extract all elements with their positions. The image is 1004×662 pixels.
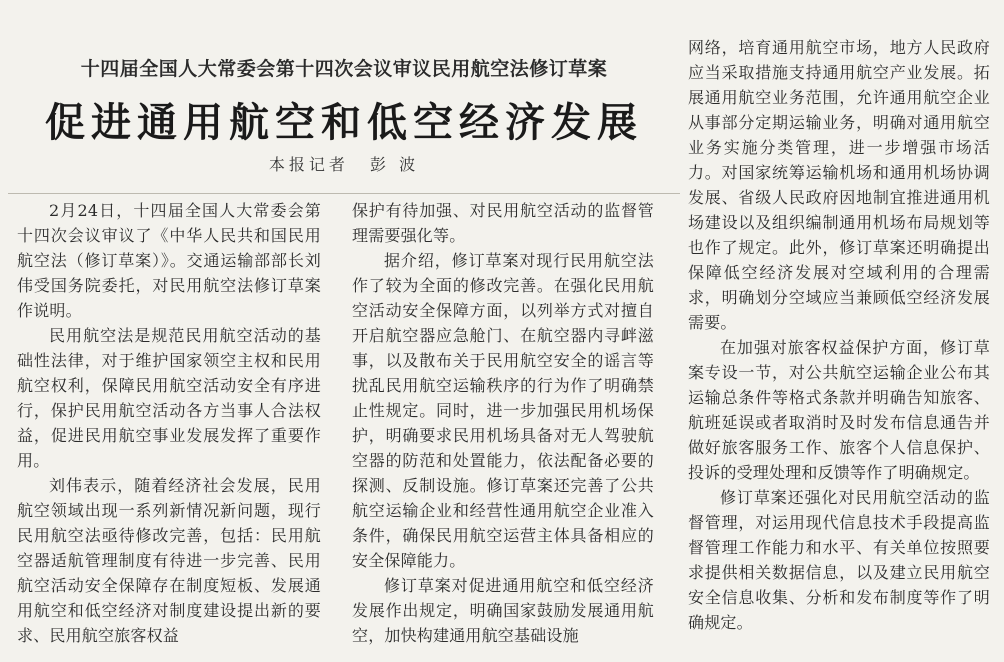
article-title: 促进通用航空和低空经济发展 [45,100,643,146]
article-subtitle: 十四届全国人大常委会第十四次会议审议民用航空法修订草案 [80,58,608,80]
paragraph: 2月24日，十四届全国人大常委会第十四次会议审议了《中华人民共和国民用航空法（修订草案）》。交通运输部部长刘伟受国务院委托，对民用航空法修订草案作说明。 [17,201,321,320]
paragraph: 修订草案对促进通用航空和低空经济发展作出规定，明确国家鼓励发展通用航空，加快构建通用航空基础设施 [352,576,654,645]
byline-role: 本报记者 [268,155,349,174]
paragraph: 刘伟表示，随着经济社会发展，民用航空领域出现一系列新情况新问题，现行民用航空法亟待修改完善，包括：民用航空器适航管理制度有待进一步完善、民用航空活动安全保障存在制度短板、发展通用航空和低空经济对制度建设提出新的要求、民用航空旅客权益 [17,476,321,645]
paragraph: 据介绍，修订草案对现行民用航空法作了较为全面的修改完善。在强化民用航空活动安全保障方面，以列举方式对擅自开启航空器应急舱门、在航空器内寻衅滋事，以及散布关于民用航空安全的谣言等扰乱民用航空运输秩序的行为作了明确禁止性规定。同时，进一步加强民用机场保护，明确要求民用机场具备对无人驾驶航空器的防范和处置能力，依法配备必要的探测、反制设施。修订草案还完善了公共航空运输企业和经营性通用航空企业准入条件，确保民用航空运营主体具备相应的安全保障能力。 [352,251,654,570]
paragraph-continued: 网络，培育通用航空市场，地方人民政府应当采取措施支持通用航空产业发展。拓展通用航空业务范围，允许通用航空企业从事部分定期运输业务，明确对通用航空业务实施分类管理，进一步增强市场活力。对国家统筹运输机场和通用机场协调发展、省级人民政府因地制宜推进通用机场建设以及组织编制通用机场布局规划等也作了规定。此外，修订草案还明确提出保障低空经济发展对空域利用的合理需求，明确划分空域应当兼顾低空经济发展需要。 [688,38,990,332]
paragraph: 修订草案还强化对民用航空活动的监督管理，对运用现代信息技术手段提高监督管理工作能力和水平、有关单位按照要求提供相关数据信息，以及建立民用航空安全信息收集、分析和发布制度等作了明确规定。 [688,488,990,632]
column-3 [688,35,990,635]
paragraph-continued: 保护有待加强、对民用航空活动的监督管理需要强化等。 [352,201,654,245]
paragraph: 在加强对旅客权益保护方面，修订草案专设一节，对公共航空运输企业公布其运输总条件等格式条款并明确告知旅客、航班延误或者取消时及时发布信息通告并做好旅客服务工作、旅客个人信息保护、投诉的受理处理和反馈等作了明确规定。 [688,338,990,482]
byline [8,152,680,175]
column-1 [17,198,321,648]
byline-name: 彭 波 [370,155,420,174]
paragraph: 民用航空法是规范民用航空活动的基础性法律，对于维护国家领空主权和民用航空权利，保障民用航空活动安全有序进行，保护民用航空活动各方当事人合法权益，促进民用航空事业发展发挥了重要作用。 [17,326,321,470]
column-2 [352,198,654,648]
header-divider [8,193,680,194]
article-header [8,54,680,175]
